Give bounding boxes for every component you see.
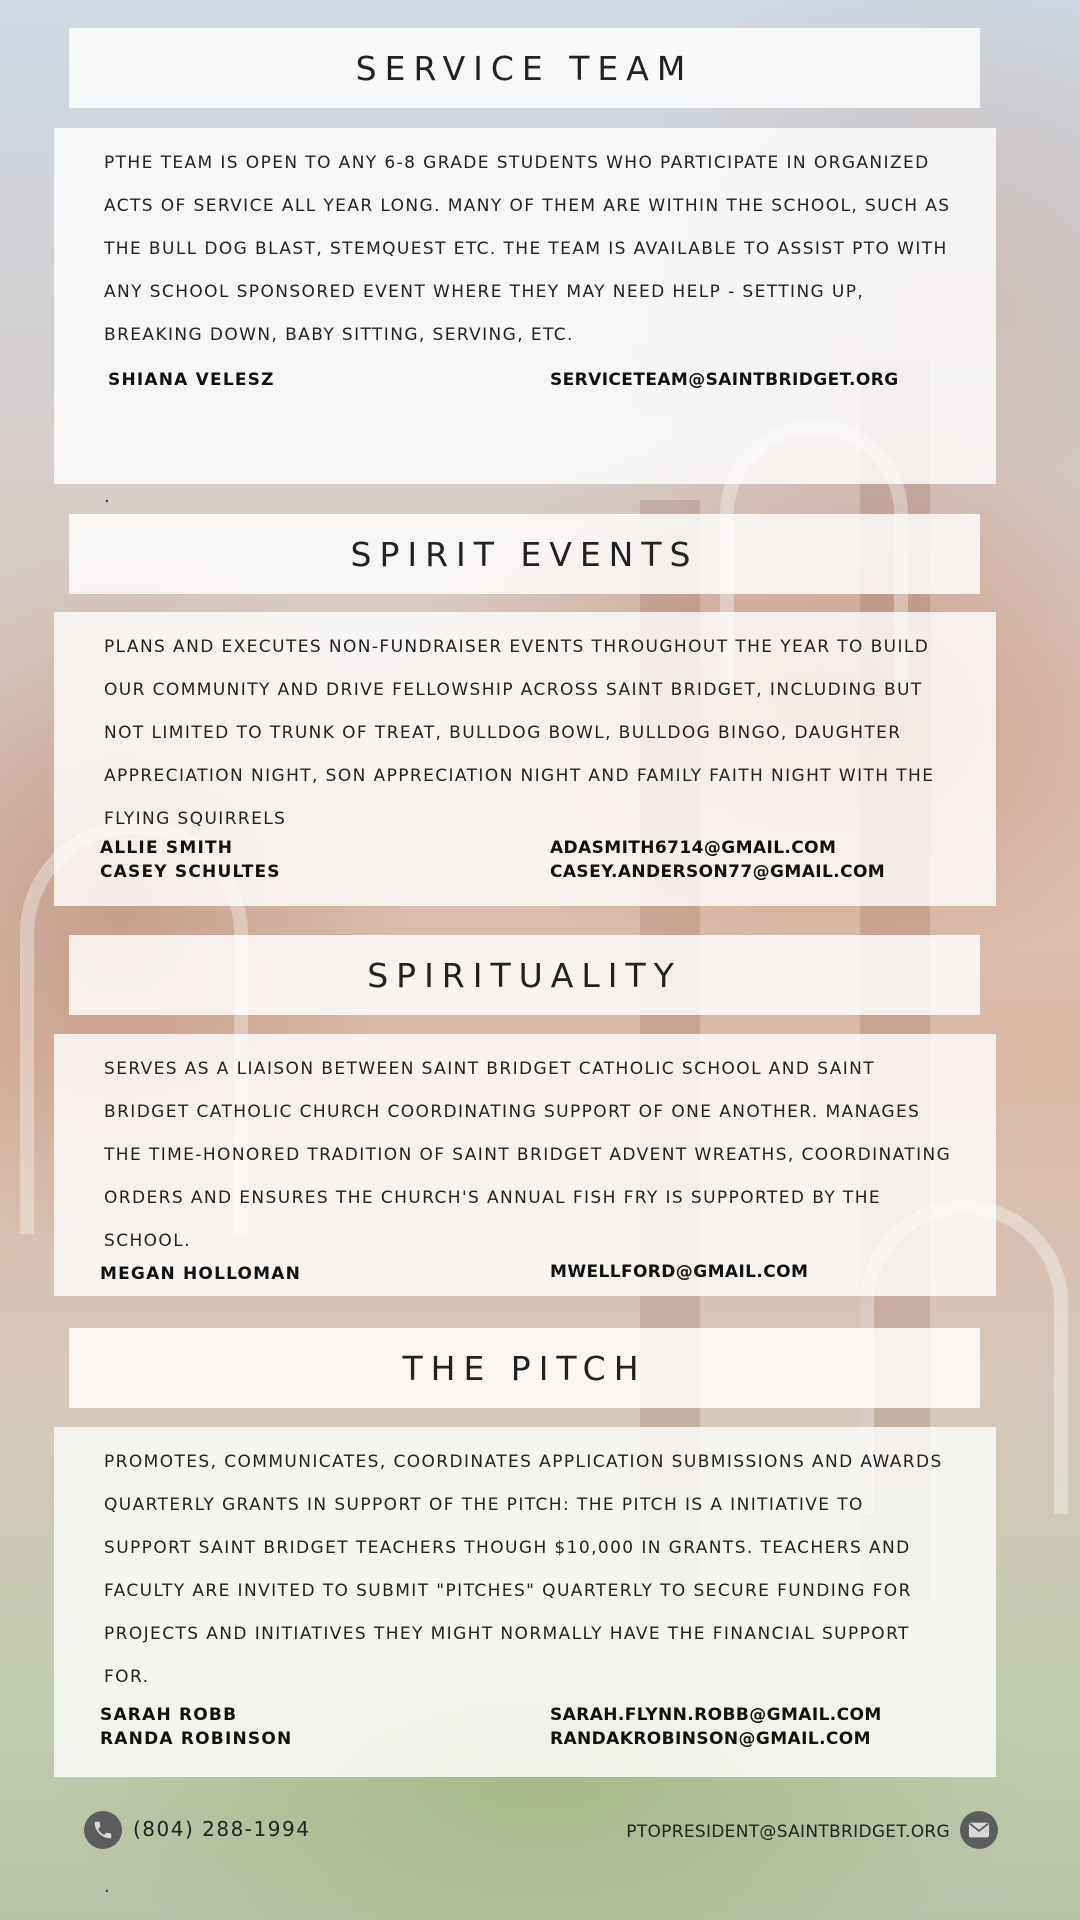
contact-name: CASEY SCHULTES xyxy=(100,862,281,882)
section-panel-spirituality xyxy=(54,1034,996,1296)
section-title: SPIRIT EVENTS xyxy=(350,534,699,574)
section-title: SERVICE TEAM xyxy=(355,48,694,88)
section-banner-the-pitch xyxy=(69,1328,980,1408)
footer-phone[interactable]: (804) 288-1994 xyxy=(133,1817,311,1841)
contact-email[interactable]: RANDAKROBINSON@GMAIL.COM xyxy=(550,1729,871,1749)
section-description: PLANS AND EXECUTES NON-FUNDRAISER EVENTS THROUGHOUT THE YEAR TO BUILD OUR COMMUNITY AND DRIVE FELLOWSHIP ACROSS SAINT BRIDGET, INCLUDING BUT NOT LIMITED TO TRUNK OF TREAT, BULLDOG BOWL, BULLDOG BINGO, DAUGHTER APPRECIATION NIGHT, SON APPRECIATION NIGHT AND FAMILY FAITH NIGHT WITH THE FLYING SQUIRRELS xyxy=(104,637,935,829)
footer-email[interactable]: PTOPRESIDENT@SAINTBRIDGET.ORG xyxy=(626,1822,950,1842)
separator-dot: . xyxy=(104,486,110,507)
separator-dot: . xyxy=(104,1876,110,1897)
section-panel-spirit-events xyxy=(54,612,996,906)
section-panel-service-team xyxy=(54,128,996,484)
contact-name: RANDA ROBINSON xyxy=(100,1729,293,1749)
contact-email[interactable]: MWELLFORD@GMAIL.COM xyxy=(550,1262,809,1282)
contact-email[interactable]: SARAH.FLYNN.ROBB@GMAIL.COM xyxy=(550,1705,882,1725)
section-title: SPIRITUALITY xyxy=(367,955,682,995)
envelope-icon[interactable] xyxy=(960,1811,998,1849)
section-description: PROMOTES, COMMUNICATES, COORDINATES APPLICATION SUBMISSIONS AND AWARDS QUARTERLY GRANTS IN SUPPORT OF THE PITCH: THE PITCH IS A INITIATIVE TO SUPPORT SAINT BRIDGET TEACHERS THOUGH $10,000 IN GRANTS. TEACHERS AND FACULTY ARE INVITED TO SUBMIT "PITCHES" QUARTERLY TO SECURE FUNDING FOR PROJECTS AND INITIATIVES THEY MIGHT NORMALLY HAVE THE FINANCIAL SUPPORT FOR. xyxy=(104,1452,943,1687)
section-description: SERVES AS A LIAISON BETWEEN SAINT BRIDGET CATHOLIC SCHOOL AND SAINT BRIDGET CATHOLIC CHURCH COORDINATING SUPPORT OF ONE ANOTHER. MANAGES THE TIME-HONORED TRADITION OF SAINT BRIDGET ADVENT WREATHS, COORDINATING ORDERS AND ENSURES THE CHURCH'S ANNUAL FISH FRY IS SUPPORTED BY THE SCHOOL. xyxy=(104,1059,952,1251)
section-panel-the-pitch xyxy=(54,1427,996,1777)
contact-name: MEGAN HOLLOMAN xyxy=(100,1264,302,1284)
phone-icon[interactable] xyxy=(84,1811,122,1849)
section-banner-spirit-events xyxy=(69,514,980,594)
section-title: THE PITCH xyxy=(402,1348,647,1388)
contact-name: ALLIE SMITH xyxy=(100,838,234,858)
contact-email[interactable]: CASEY.ANDERSON77@GMAIL.COM xyxy=(550,862,886,882)
contact-name: SHIANA VELESZ xyxy=(108,370,275,390)
section-banner-service-team xyxy=(69,28,980,108)
contact-email[interactable]: SERVICETEAM@SAINTBRIDGET.ORG xyxy=(550,370,899,390)
contact-name: SARAH ROBB xyxy=(100,1705,238,1725)
contact-email[interactable]: ADASMITH6714@GMAIL.COM xyxy=(550,838,837,858)
section-banner-spirituality xyxy=(69,935,980,1015)
section-description: PTHE TEAM IS OPEN TO ANY 6-8 GRADE STUDENTS WHO PARTICIPATE IN ORGANIZED ACTS OF SERVICE ALL YEAR LONG. MANY OF THEM ARE WITHIN THE SCHOOL, SUCH AS THE BULL DOG BLAST, STEMQUEST ETC. THE TEAM IS AVAILABLE TO ASSIST PTO WITH ANY SCHOOL SPONSORED EVENT WHERE THEY MAY NEED HELP - SETTING UP, BREAKING DOWN, BABY SITTING, SERVING, ETC. xyxy=(104,153,951,345)
